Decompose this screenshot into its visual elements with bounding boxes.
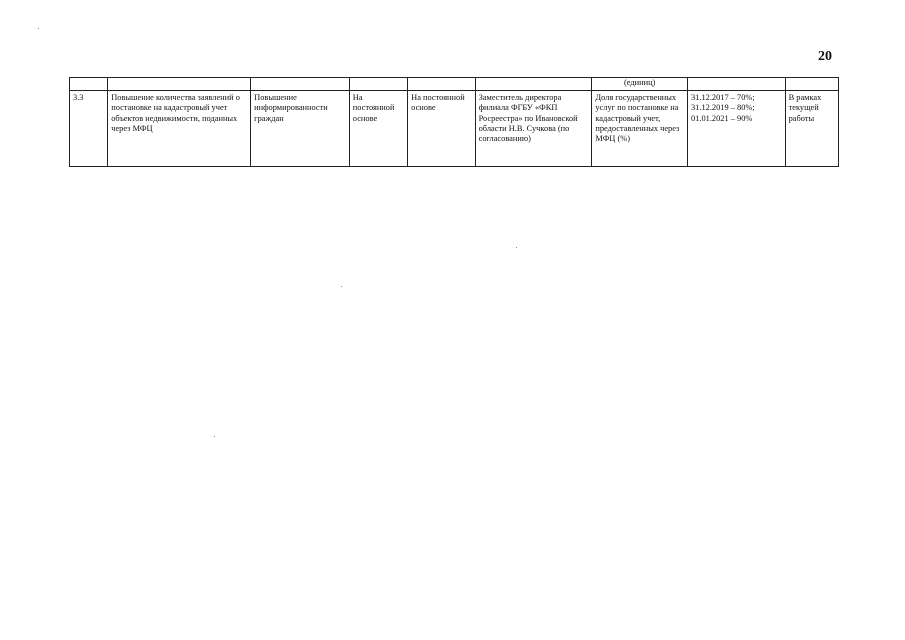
target-line: 31.12.2019 – 80%;	[690, 103, 755, 113]
cell-goal: Повышение информированности граждан	[251, 91, 350, 167]
cell-responsible: Заместитель директора филиала ФГБУ «ФКП Росреестра» по Ивановской области Н.В. Сучкова (по согласованию)	[475, 91, 592, 167]
scan-speck	[341, 286, 342, 287]
table-row-continued	[70, 78, 839, 91]
cell-number: 3.3	[70, 91, 108, 167]
scan-speck	[516, 247, 517, 248]
measures-table	[69, 77, 839, 167]
cell-empty	[108, 78, 251, 91]
cell-indicator: Доля государственных услуг по постановке на кадастровый учет, предоставленных через МФЦ (%)	[592, 91, 688, 167]
cell-empty	[785, 78, 838, 91]
scan-speck	[38, 28, 39, 29]
page-number: 20	[818, 49, 832, 64]
cell-targets	[687, 91, 785, 167]
cell-empty	[251, 78, 350, 91]
table-row	[70, 91, 839, 167]
cell-empty	[70, 78, 108, 91]
cell-start: На постоянной основе	[349, 91, 407, 167]
cell-empty	[349, 78, 407, 91]
cell-funding: В рамках текущей работы	[785, 91, 838, 167]
cell-end: На постоянной основе	[408, 91, 475, 167]
cell-indicator-unit: (единиц)	[592, 78, 688, 91]
target-line: 31.12.2017 – 70%;	[690, 93, 755, 102]
target-line: 01.01.2021 – 90%	[690, 113, 753, 123]
cell-empty	[687, 78, 785, 91]
cell-empty	[408, 78, 475, 91]
scan-speck	[214, 436, 215, 437]
cell-measure: Повышение количества заявлений о постановке на кадастровый учет объектов недвижимости, поданных через МФЦ	[108, 91, 251, 167]
cell-empty	[475, 78, 592, 91]
